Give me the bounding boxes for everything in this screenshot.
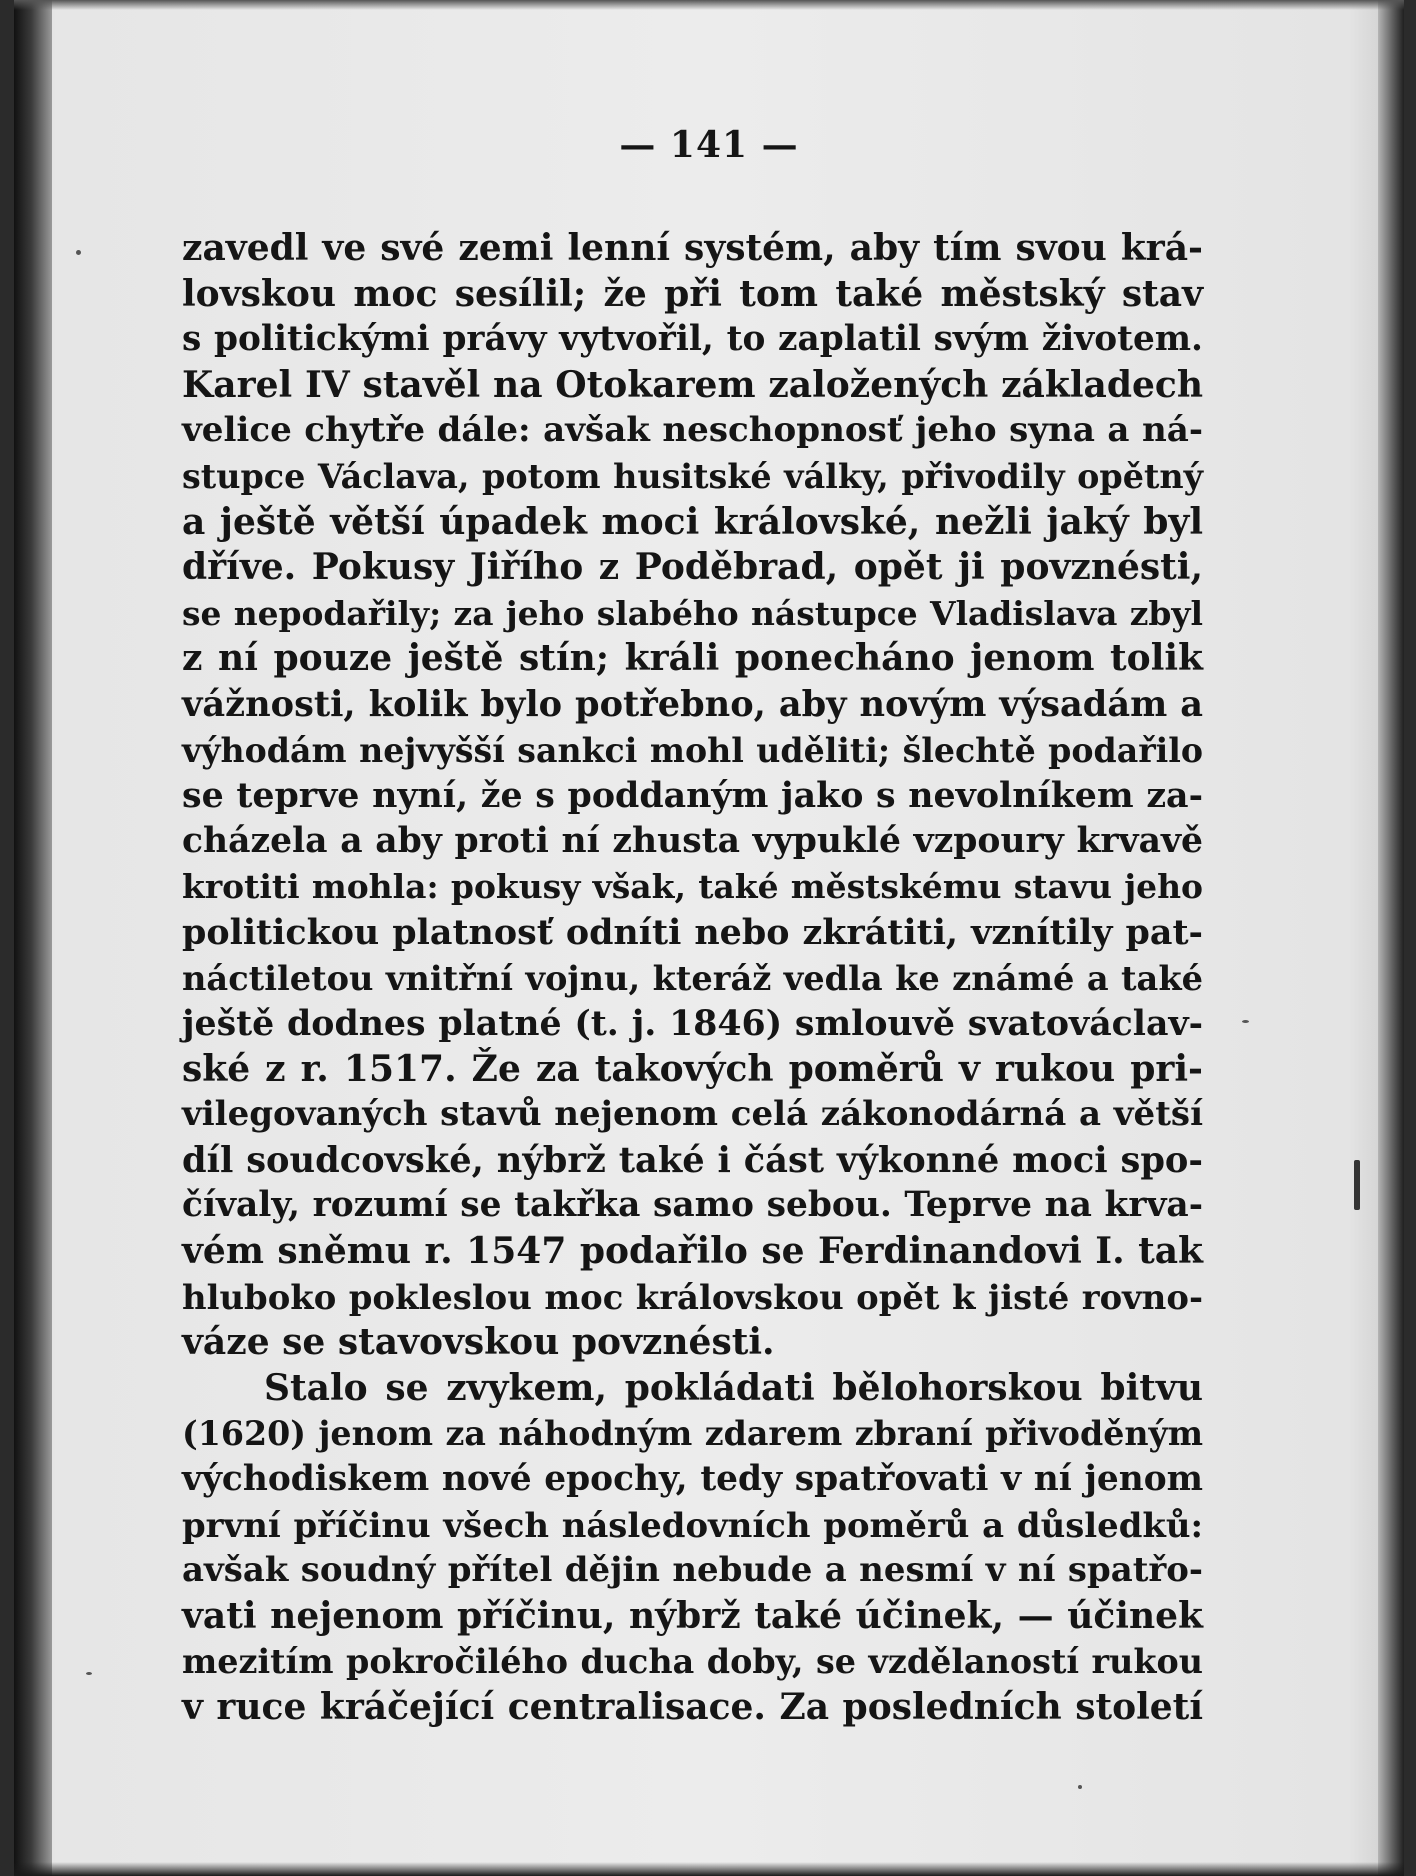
- text-line: lovskou moc sesílil; že při tom také městský stav: [182, 272, 1203, 315]
- text-line: ještě dodnes platné (t. j. 1846) smlouvě svatováclav-: [182, 1003, 1203, 1045]
- ink-speck: [1354, 1160, 1360, 1210]
- text-line: hluboko pokleslou moc královskou opět k jisté rovno-: [182, 1276, 1203, 1317]
- text-line: vilegovaných stavů nejenom celá zákonodárná a větší: [182, 1094, 1203, 1135]
- text-line: velice chytře dále: avšak neschopnosť jeho syna a ná-: [182, 410, 1203, 451]
- text-line: Karel IV stavěl na Otokarem založených základech: [182, 363, 1203, 406]
- text-line: dříve. Pokusy Jiřího z Poděbrad, opět ji povznésti,: [182, 546, 1203, 589]
- text-line: se teprve nyní, že s poddaným jako s nevolníkem za-: [182, 775, 1203, 817]
- text-line: čívaly, rozumí se takřka samo sebou. Teprve na krva-: [182, 1185, 1203, 1226]
- text-line: zavedl ve své zemi lenní systém, aby tím svou krá-: [182, 227, 1203, 269]
- text-line: v ruce kráčející centralisace. Za posledních století: [182, 1686, 1203, 1728]
- text-line: první příčinu všech následovních poměrů a důsledků:: [182, 1504, 1203, 1545]
- text-line: díl soudcovské, nýbrž také i část výkonné moci spo-: [182, 1139, 1203, 1181]
- text-line: stupce Václava, potom husitské války, přivodily opětný: [182, 456, 1203, 496]
- ink-speck: [1078, 1785, 1082, 1789]
- ink-speck: [86, 1672, 92, 1675]
- text-line: (1620) jenom za náhodným zdarem zbraní přivoděným: [182, 1414, 1203, 1454]
- text-line: náctiletou vnitřní vojnu, kteráž vedla ke známé a také: [182, 957, 1203, 998]
- text-line: a ještě větší úpadek moci královské, nežli jaký byl: [182, 500, 1203, 543]
- page-shadow-right: [1378, 0, 1404, 1876]
- page-shadow-bottom: [14, 1862, 1404, 1876]
- page-number: — 141 —: [619, 124, 799, 166]
- text-line: ské z r. 1517. Že za takových poměrů v rukou pri-: [182, 1047, 1203, 1090]
- text-line: avšak soudný přítel dějin nebude a nesmí v ní spatřo-: [182, 1550, 1203, 1591]
- text-line: s politickými právy vytvořil, to zaplatil svým životem.: [182, 319, 1203, 360]
- text-line: východiskem nové epochy, tedy spatřovati v ní jenom: [182, 1459, 1203, 1500]
- text-line: výhodám nejvyšší sankci mohl uděliti; šlechtě podařilo: [182, 730, 1203, 770]
- ink-speck: [1242, 1020, 1249, 1023]
- paragraph-end-line: váze se stavovskou povznésti.: [182, 1321, 775, 1364]
- paragraph-first-line: Stalo se zvykem, pokládati bělohorskou bitvu: [264, 1366, 1203, 1409]
- text-line: mezitím pokročilého ducha doby, se vzdělaností rukou: [182, 1642, 1203, 1682]
- body-text: [182, 226, 1203, 1731]
- text-line: vážnosti, kolik bylo potřebno, aby novým výsadám a: [182, 683, 1203, 725]
- scanned-page: [14, 0, 1404, 1876]
- text-line: vati nejenom příčinu, nýbrž také účinek, — účinek: [182, 1594, 1203, 1637]
- text-line: se nepodařily; za jeho slabého nástupce Vladislava zbyl: [182, 593, 1203, 633]
- text-line: politickou platnosť odníti nebo zkrátiti, vznítily pat-: [182, 911, 1203, 953]
- text-line: krotiti mohla: pokusy však, také městskému stavu jeho: [182, 867, 1203, 907]
- text-line: cházela a aby proti ní zhusta vypuklé vzpoury krvavě: [182, 820, 1203, 861]
- page-shadow-top: [14, 0, 1404, 10]
- page-shadow-left: [14, 0, 52, 1876]
- ink-speck: [76, 250, 81, 255]
- text-line: z ní pouze ještě stín; králi ponecháno jenom tolik: [182, 637, 1203, 680]
- text-line: vém sněmu r. 1547 podařilo se Ferdinandovi I. tak: [182, 1230, 1203, 1273]
